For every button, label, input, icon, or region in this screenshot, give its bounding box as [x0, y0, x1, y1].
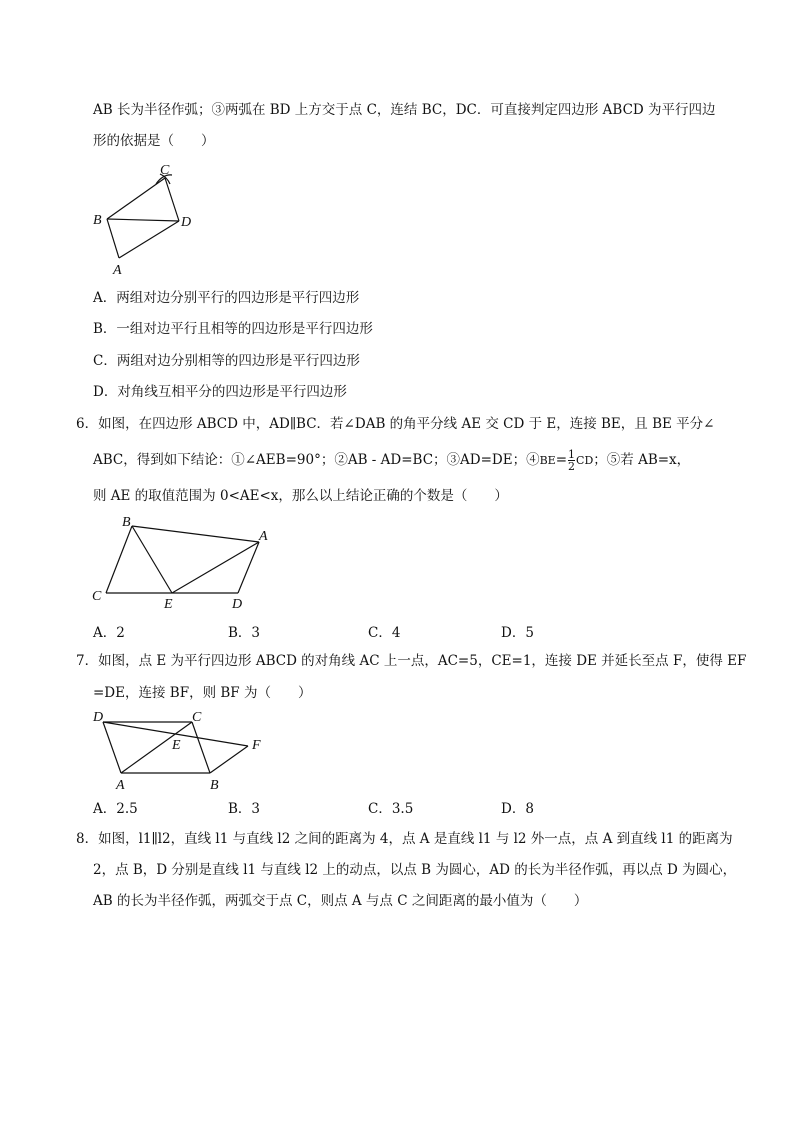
q7-label-f: F [252, 738, 261, 753]
q6-fraction [568, 449, 575, 472]
q6-label-d: D [232, 597, 243, 612]
q5-label-b: B [93, 213, 102, 228]
q7-options [93, 797, 653, 817]
q6-label-b: B [122, 515, 131, 530]
q6-text-line-2: ABC，得到如下结论：①∠AEB=90°；②AB - AD=BC；③AD=DE；④BE= $\frac{1}{2}$ CD；⑤若 AB=x， [93, 448, 691, 473]
q5-label-c: C [160, 163, 170, 178]
q7-text-line-2: =DE，连接 BF，则 BF 为（ ） [93, 685, 312, 701]
q5-label-a: A [113, 263, 122, 278]
q6-label-a: A [259, 529, 268, 544]
q7-option-b: B．3 [228, 801, 261, 817]
q7-option-c: C．3.5 [368, 801, 414, 817]
q6-line-2a: ABC，得到如下结论：①∠AEB=90°；②AB - AD=BC；③AD=DE；④ [93, 452, 540, 468]
q5-option-b: B．一组对边平行且相等的四边形是平行四边形 [93, 321, 373, 337]
q6-option-c: C．4 [368, 625, 401, 641]
q8-text-line-1: 8．如图，l1∥l2，直线 l1 与直线 l2 之间的距离为 4，点 A 是直线 l1 与 l2 外一点，点 A 到直线 l1 的距离为 [76, 831, 733, 847]
q7-option-a: A．2.5 [93, 801, 138, 817]
q6-label-e: E [164, 597, 173, 612]
q7-label-c: C [192, 710, 202, 725]
q6-line-2b: ；⑤若 AB=x， [593, 452, 691, 468]
q6-option-a: A．2 [93, 625, 125, 641]
q6-option-b: B．3 [228, 625, 261, 641]
q6-frac-num: 1 [568, 448, 576, 461]
q6-label-c: C [92, 589, 102, 604]
q6-cd: CD [576, 454, 594, 467]
q5-label-d: D [181, 215, 192, 230]
q7-label-a: A [116, 778, 125, 793]
q6-option-d: D．5 [501, 625, 534, 641]
q5-option-a: A．两组对边分别平行的四边形是平行四边形 [93, 290, 360, 306]
q6-text-line-3: 则 AE 的取值范围为 0<AE<x，那么以上结论正确的个数是（ ） [93, 488, 508, 504]
q8-text-line-2: 2，点 B，D 分别是直线 l1 与直线 l2 上的动点，以点 B 为圆心，AD 的长为半径作弧，再以点 D 为圆心， [93, 862, 737, 878]
q5-option-d: D．对角线互相平分的四边形是平行四边形 [93, 384, 347, 400]
q6-options [93, 621, 653, 641]
q5-text-line-2: 形的依据是（ ） [93, 133, 215, 149]
q6-figure [88, 512, 278, 612]
q5-option-c: C．两组对边分别相等的四边形是平行四边形 [93, 353, 360, 369]
q5-figure [88, 160, 208, 280]
q7-label-e: E [172, 738, 181, 753]
q7-label-b: B [210, 778, 219, 793]
q7-figure [88, 705, 278, 795]
q5-text-line-1: AB 长为半径作弧；③两弧在 BD 上方交于点 C，连结 BC，DC．可直接判定四边形 ABCD 为平行四边 [93, 102, 716, 118]
q6-be: BE [539, 454, 556, 467]
q6-frac-den: 2 [568, 460, 576, 473]
q7-label-d: D [93, 710, 104, 725]
q8-text-line-3: AB 的长为半径作弧，两弧交于点 C，则点 A 与点 C 之间距离的最小值为（ ） [93, 893, 588, 909]
q6-text-line-1: 6．如图，在四边形 ABCD 中，AD∥BC．若∠DAB 的角平分线 AE 交 CD 于 E，连接 BE，且 BE 平分∠ [76, 416, 715, 432]
q7-text-line-1: 7．如图，点 E 为平行四边形 ABCD 的对角线 AC 上一点，AC=5，CE=1，连接 DE 并延长至点 F，使得 EF [76, 653, 747, 669]
q7-option-d: D．8 [501, 801, 534, 817]
